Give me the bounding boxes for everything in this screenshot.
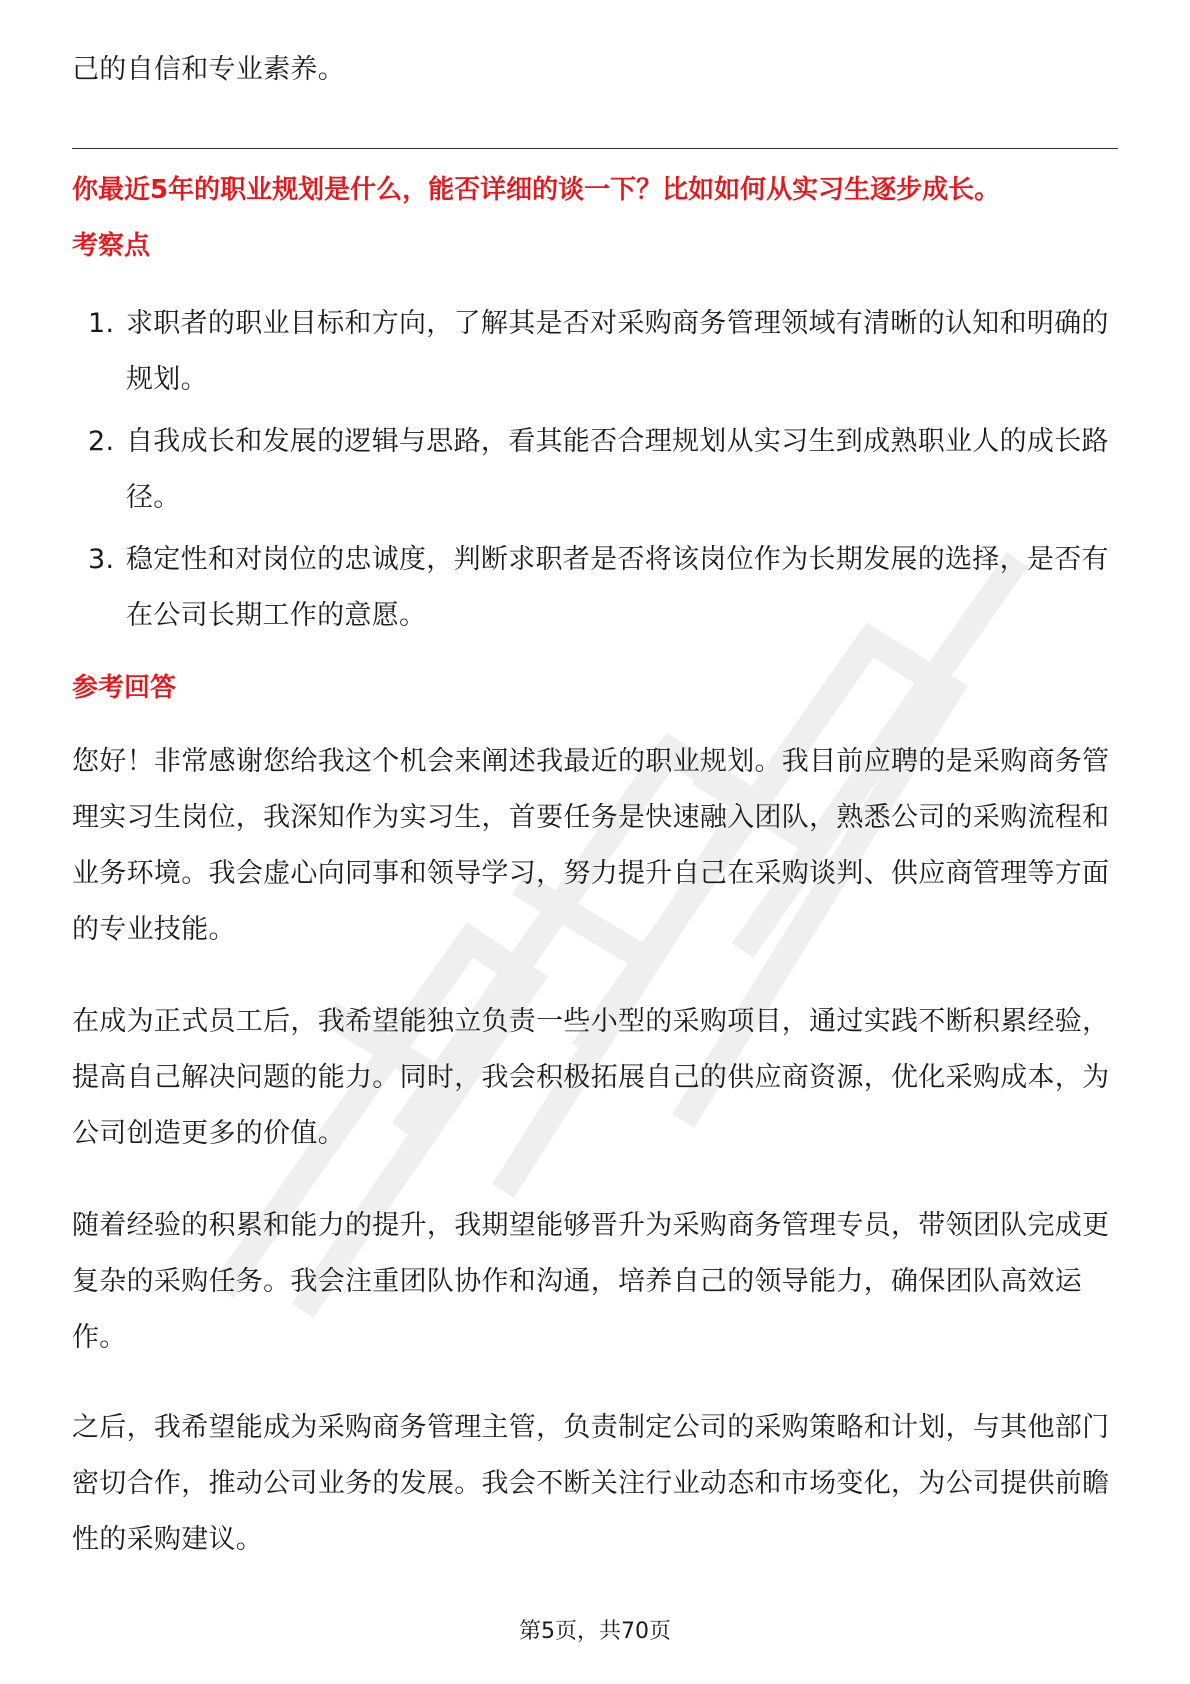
answer-heading: 参考回答 xyxy=(72,673,177,703)
points-heading: 考察点 xyxy=(72,231,151,261)
answer-paragraph: 随着经验的积累和能力的提升，我期望能够晋升为采购商务管理专员，带领团队完成更复杂的采购任务。我会注重团队协作和沟通，培养自己的领导能力，确保团队高效运作。 xyxy=(72,1210,1110,1353)
list-item-number: 2. xyxy=(88,426,115,457)
list-item xyxy=(72,296,1118,408)
list-item xyxy=(72,414,1118,526)
list-item xyxy=(72,532,1118,644)
list-item-number: 1. xyxy=(88,308,115,339)
list-item-number: 3. xyxy=(88,544,115,575)
list-item-text: 自我成长和发展的逻辑与思路，看其能否合理规划从实习生到成熟职业人的成长路径。 xyxy=(126,426,1109,513)
page-number: 第5页，共70页 xyxy=(519,1619,671,1644)
section-divider xyxy=(72,148,1118,149)
answer-paragraph: 您好！非常感谢您给我这个机会来阐述我最近的职业规划。我目前应聘的是采购商务管理实习生岗位，我深知作为实习生，首要任务是快速融入团队，熟悉公司的采购流程和业务环境。我会虚心向同事和领导学习，努力提升自己在采购谈判、供应商管理等方面的专业技能。 xyxy=(72,746,1110,945)
answer-paragraph: 之后，我希望能成为采购商务管理主管，负责制定公司的采购策略和计划，与其他部门密切合作，推动公司业务的发展。我会不断关注行业动态和市场变化，为公司提供前瞻性的采购建议。 xyxy=(72,1412,1110,1555)
points-list xyxy=(72,296,1118,650)
continued-text: 己的自信和专业素养。 xyxy=(72,54,345,85)
answer-paragraph: 在成为正式员工后，我希望能独立负责一些小型的采购项目，通过实践不断积累经验，提高自己解决问题的能力。同时，我会积极拓展自己的供应商资源，优化采购成本，为公司创造更多的价值。 xyxy=(72,1006,1110,1149)
list-item-text: 稳定性和对岗位的忠诚度，判断求职者是否将该岗位作为长期发展的选择，是否有在公司长期工作的意愿。 xyxy=(126,544,1109,631)
question-title: 你最近5年的职业规划是什么，能否详细的谈一下？比如如何从实习生逐步成长。 xyxy=(72,175,1001,205)
list-item-text: 求职者的职业目标和方向，了解其是否对采购商务管理领域有清晰的认知和明确的规划。 xyxy=(126,308,1109,395)
